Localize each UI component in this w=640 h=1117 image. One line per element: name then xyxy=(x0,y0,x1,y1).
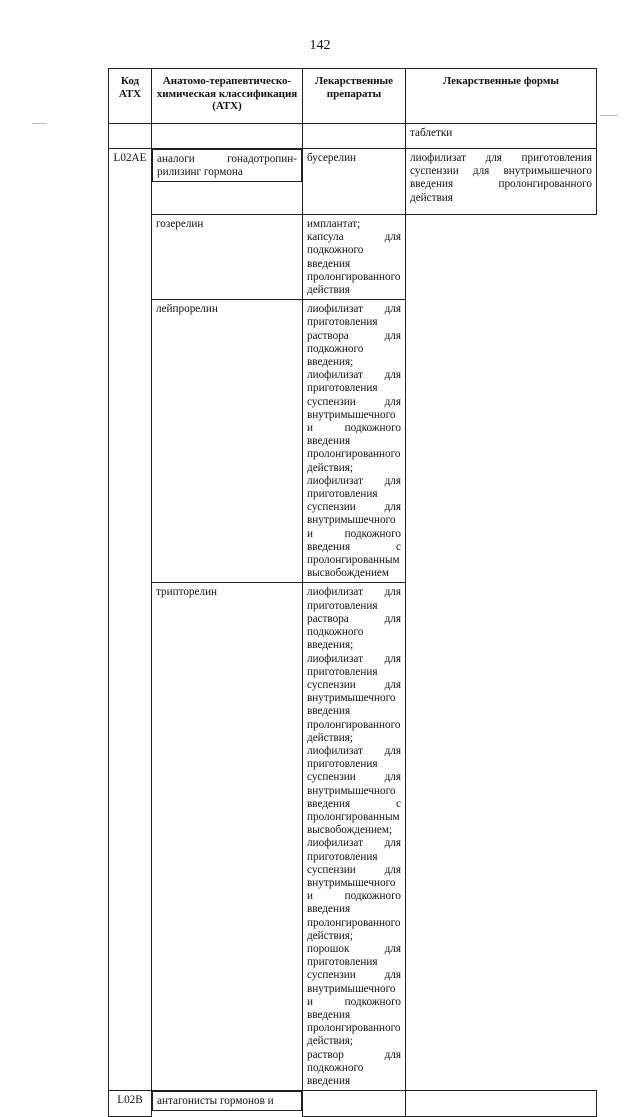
header-drugs: Лекарственные препараты xyxy=(303,69,406,124)
dosage-form-line: лиофилизат для приготовления суспензии для внутримышечного и подкожного введения пролонгированного действия; xyxy=(307,369,401,474)
dosage-form-line: лиофилизат для приготовления суспензии для внутримышечного и подкожного введения с пролонгированным высвобождением xyxy=(307,474,401,580)
row-classification-cell: аналоги гонадотропин-рилизинг гормона xyxy=(152,149,302,182)
table-row xyxy=(109,149,597,215)
scan-margin-mark-right xyxy=(600,115,618,116)
table-row xyxy=(109,583,597,1091)
row-code-cell: L02B xyxy=(109,1091,152,1117)
dosage-form-line: лиофилизат для приготовления суспензии для внутримышечного и подкожного введения пролонгированного действия; xyxy=(307,837,401,942)
table-row xyxy=(109,124,597,149)
dosage-form-line: таблетки xyxy=(410,127,453,139)
table-row xyxy=(109,1091,597,1117)
row-classification-cell xyxy=(152,124,303,149)
dosage-form-line: лиофилизат для приготовления суспензии для внутримышечного введения пролонгированного действия; xyxy=(307,652,401,744)
row-drug-cell: бусерелин xyxy=(303,149,406,215)
row-forms-cell xyxy=(406,124,597,149)
atc-drug-table xyxy=(108,68,597,1117)
row-forms-cell xyxy=(406,149,597,215)
dosage-form-line: лиофилизат для приготовления суспензии для внутримышечного введения с пролонгированным высвобождением; xyxy=(307,744,401,837)
row-code-cell: L02AE xyxy=(109,149,152,1091)
row-drug-cell xyxy=(303,1091,406,1117)
scan-margin-mark-left xyxy=(32,123,46,124)
dosage-form-line: лиофилизат для приготовления суспензии для внутримышечного введения пролонгированного действия xyxy=(410,152,592,204)
row-drug-cell: лейпрорелин xyxy=(152,300,303,583)
table-header-row xyxy=(109,69,597,124)
dosage-form-line: лиофилизат для приготовления раствора для подкожного введения; xyxy=(307,303,401,369)
row-forms-cell xyxy=(303,583,406,1091)
table-row xyxy=(109,300,597,583)
row-forms-cell xyxy=(406,1091,597,1117)
dosage-form-line: порошок для приготовления суспензии для внутримышечного и подкожного введения пролонгированного действия; xyxy=(307,942,401,1048)
header-code: Код АТХ xyxy=(109,69,152,124)
page-number: 142 xyxy=(309,38,331,53)
header-forms: Лекарственные формы xyxy=(406,69,597,124)
row-forms-cell xyxy=(303,215,406,300)
table-row xyxy=(109,215,597,300)
row-forms-cell xyxy=(303,300,406,583)
row-classification-cell: антагонисты гормонов и xyxy=(152,1091,302,1111)
row-drug-cell: трипторелин xyxy=(152,583,303,1091)
row-code-cell xyxy=(109,124,152,149)
dosage-form-line: имплантат; xyxy=(307,218,361,230)
row-drug-cell xyxy=(303,124,406,149)
dosage-form-line: капсула для подкожного введения пролонгированного действия xyxy=(307,231,401,297)
header-classification: Анатомо-терапевтическо-химическая классификация (АТХ) xyxy=(152,69,303,124)
dosage-form-line: лиофилизат для приготовления раствора для подкожного введения; xyxy=(307,586,401,652)
row-drug-cell: гозерелин xyxy=(152,215,303,300)
dosage-form-line: раствор для подкожного введения xyxy=(307,1048,401,1087)
